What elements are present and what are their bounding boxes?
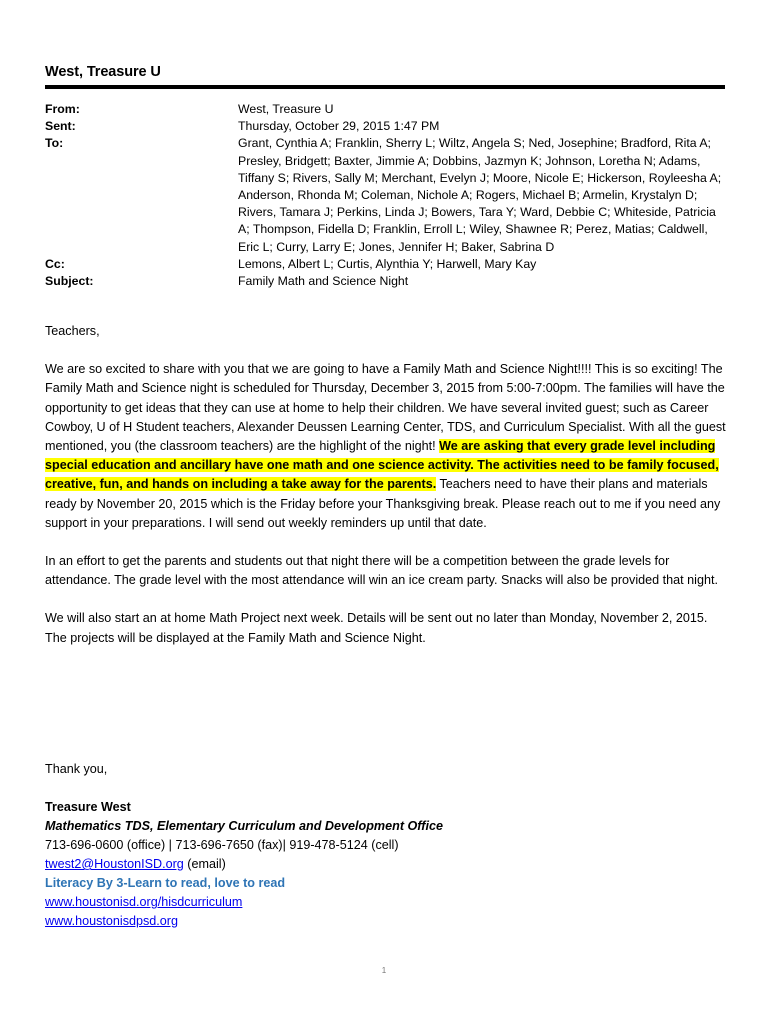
signature-position: Mathematics TDS, Elementary Curriculum and Development Office bbox=[45, 819, 443, 833]
signature-email-line bbox=[45, 855, 727, 874]
page-number: 1 bbox=[381, 966, 387, 975]
header-value-cc: Lemons, Albert L; Curtis, Alynthia Y; Harwell, Mary Kay bbox=[238, 256, 537, 271]
email-header-block bbox=[45, 101, 735, 290]
header-row-to bbox=[45, 135, 735, 255]
email-body bbox=[45, 322, 727, 667]
header-label-cc: Cc: bbox=[45, 256, 65, 271]
header-row-sent bbox=[45, 118, 735, 135]
paragraph-event-intro: We are so excited to share with you that we are going to have a Family Math and Science Night!!!! This is so exciting! The Family Math and Science night is scheduled for Thursday, December 3, 2015 from 5:00-7:00pm. The families will have the opportunity to get ideas that they can use at home to help their children. We have several invited guest; such as Career Cowboy, U of H Student teachers, Alexander Deussen Learning Center, TDS, and Curriculum Specialist. With all the guest mentioned, you (the classroom teachers) are the highlight of the night! bbox=[45, 362, 726, 454]
header-value-subject: Family Math and Science Night bbox=[238, 274, 409, 289]
header-row-cc bbox=[45, 256, 735, 273]
psd-link[interactable]: www.houstonisdpsd.org bbox=[45, 914, 179, 928]
header-value-sent: Thursday, October 29, 2015 1:47 PM bbox=[238, 119, 440, 134]
header-row-from bbox=[45, 101, 735, 118]
paragraph-competition: In an effort to get the parents and students out that night there will be a competition between the grade levels for attendance. The grade level with the most attendance will win an ice cream party. Snacks will also be provided that night. bbox=[45, 554, 718, 588]
header-value-to: Grant, Cynthia A; Franklin, Sherry L; Wiltz, Angela S; Ned, Josephine; Bradford, Rita A; Presley, Bridgett; Baxter, Jimmie A; Dobbins, Jazmyn K; Johnson, Loretha N; Adams, Tiffany S; Rivers, Sally M; Merchant, Evelyn J; Moore, Nicole E; Hickerson, Royleesha A; Anderson, Rhonda M; Coleman, Nichole A; Rogers, Michael B; Armelin, Krystalyn D; Rivers, Tamara J; Perkins, Linda J; Bowers, Tara Y; Ward, Debbie C; Whiteside, Patricia A; Thompson, Fidella D; Franklin, Erroll L; Wiley, Shawnee R; Perez, Matias; Caldwell, Eric L; Curry, Larry E; Jones, Jennifer H; Baker, Sabrina D bbox=[238, 136, 722, 254]
header-value-from: West, Treasure U bbox=[238, 102, 334, 116]
header-row-subject bbox=[45, 273, 735, 290]
header-label-to: To: bbox=[45, 136, 64, 151]
paragraph-event-details bbox=[45, 360, 727, 533]
closing: Thank you, bbox=[45, 762, 108, 776]
signature-phones: 713-696-0600 (office) | 713-696-7650 (fax)| 919-478-5124 (cell) bbox=[45, 838, 399, 852]
closing-spacer bbox=[45, 779, 727, 798]
paragraph-math-project: We will also start an at home Math Project next week. Details will be sent out no later than Monday, November 2, 2015. The projects will be displayed at the Family Math and Science Night. bbox=[45, 611, 708, 645]
signature-name: Treasure West bbox=[45, 800, 131, 814]
highlighted-request: We are asking that every grade level including special education and ancillary have one math and one science activity. The activities need to be family focused, creative, fun, and hands on including a take away for the parents. bbox=[45, 439, 719, 492]
signature-email-link[interactable]: twest2@HoustonISD.org bbox=[45, 857, 184, 871]
header-label-from: From: bbox=[45, 102, 80, 116]
signature-block bbox=[45, 760, 727, 931]
header-label-subject: Subject: bbox=[45, 274, 94, 289]
title-divider bbox=[45, 85, 725, 89]
greeting: Teachers, bbox=[45, 324, 100, 338]
header-label-sent: Sent: bbox=[45, 119, 76, 134]
signature-email-suffix: (email) bbox=[183, 857, 226, 871]
email-title: West, Treasure U bbox=[45, 64, 161, 80]
paragraph-event-deadline: Teachers need to have their plans and materials ready by November 20, 2015 which is the Friday before your Thanksgiving break. Please reach out to me if you need any support in your preparations. I will send out weekly reminders up until that date. bbox=[45, 477, 721, 530]
curriculum-link[interactable]: www.houstonisd.org/hisdcurriculum bbox=[45, 895, 243, 909]
signature-slogan: Literacy By 3-Learn to read, love to read bbox=[45, 876, 286, 890]
